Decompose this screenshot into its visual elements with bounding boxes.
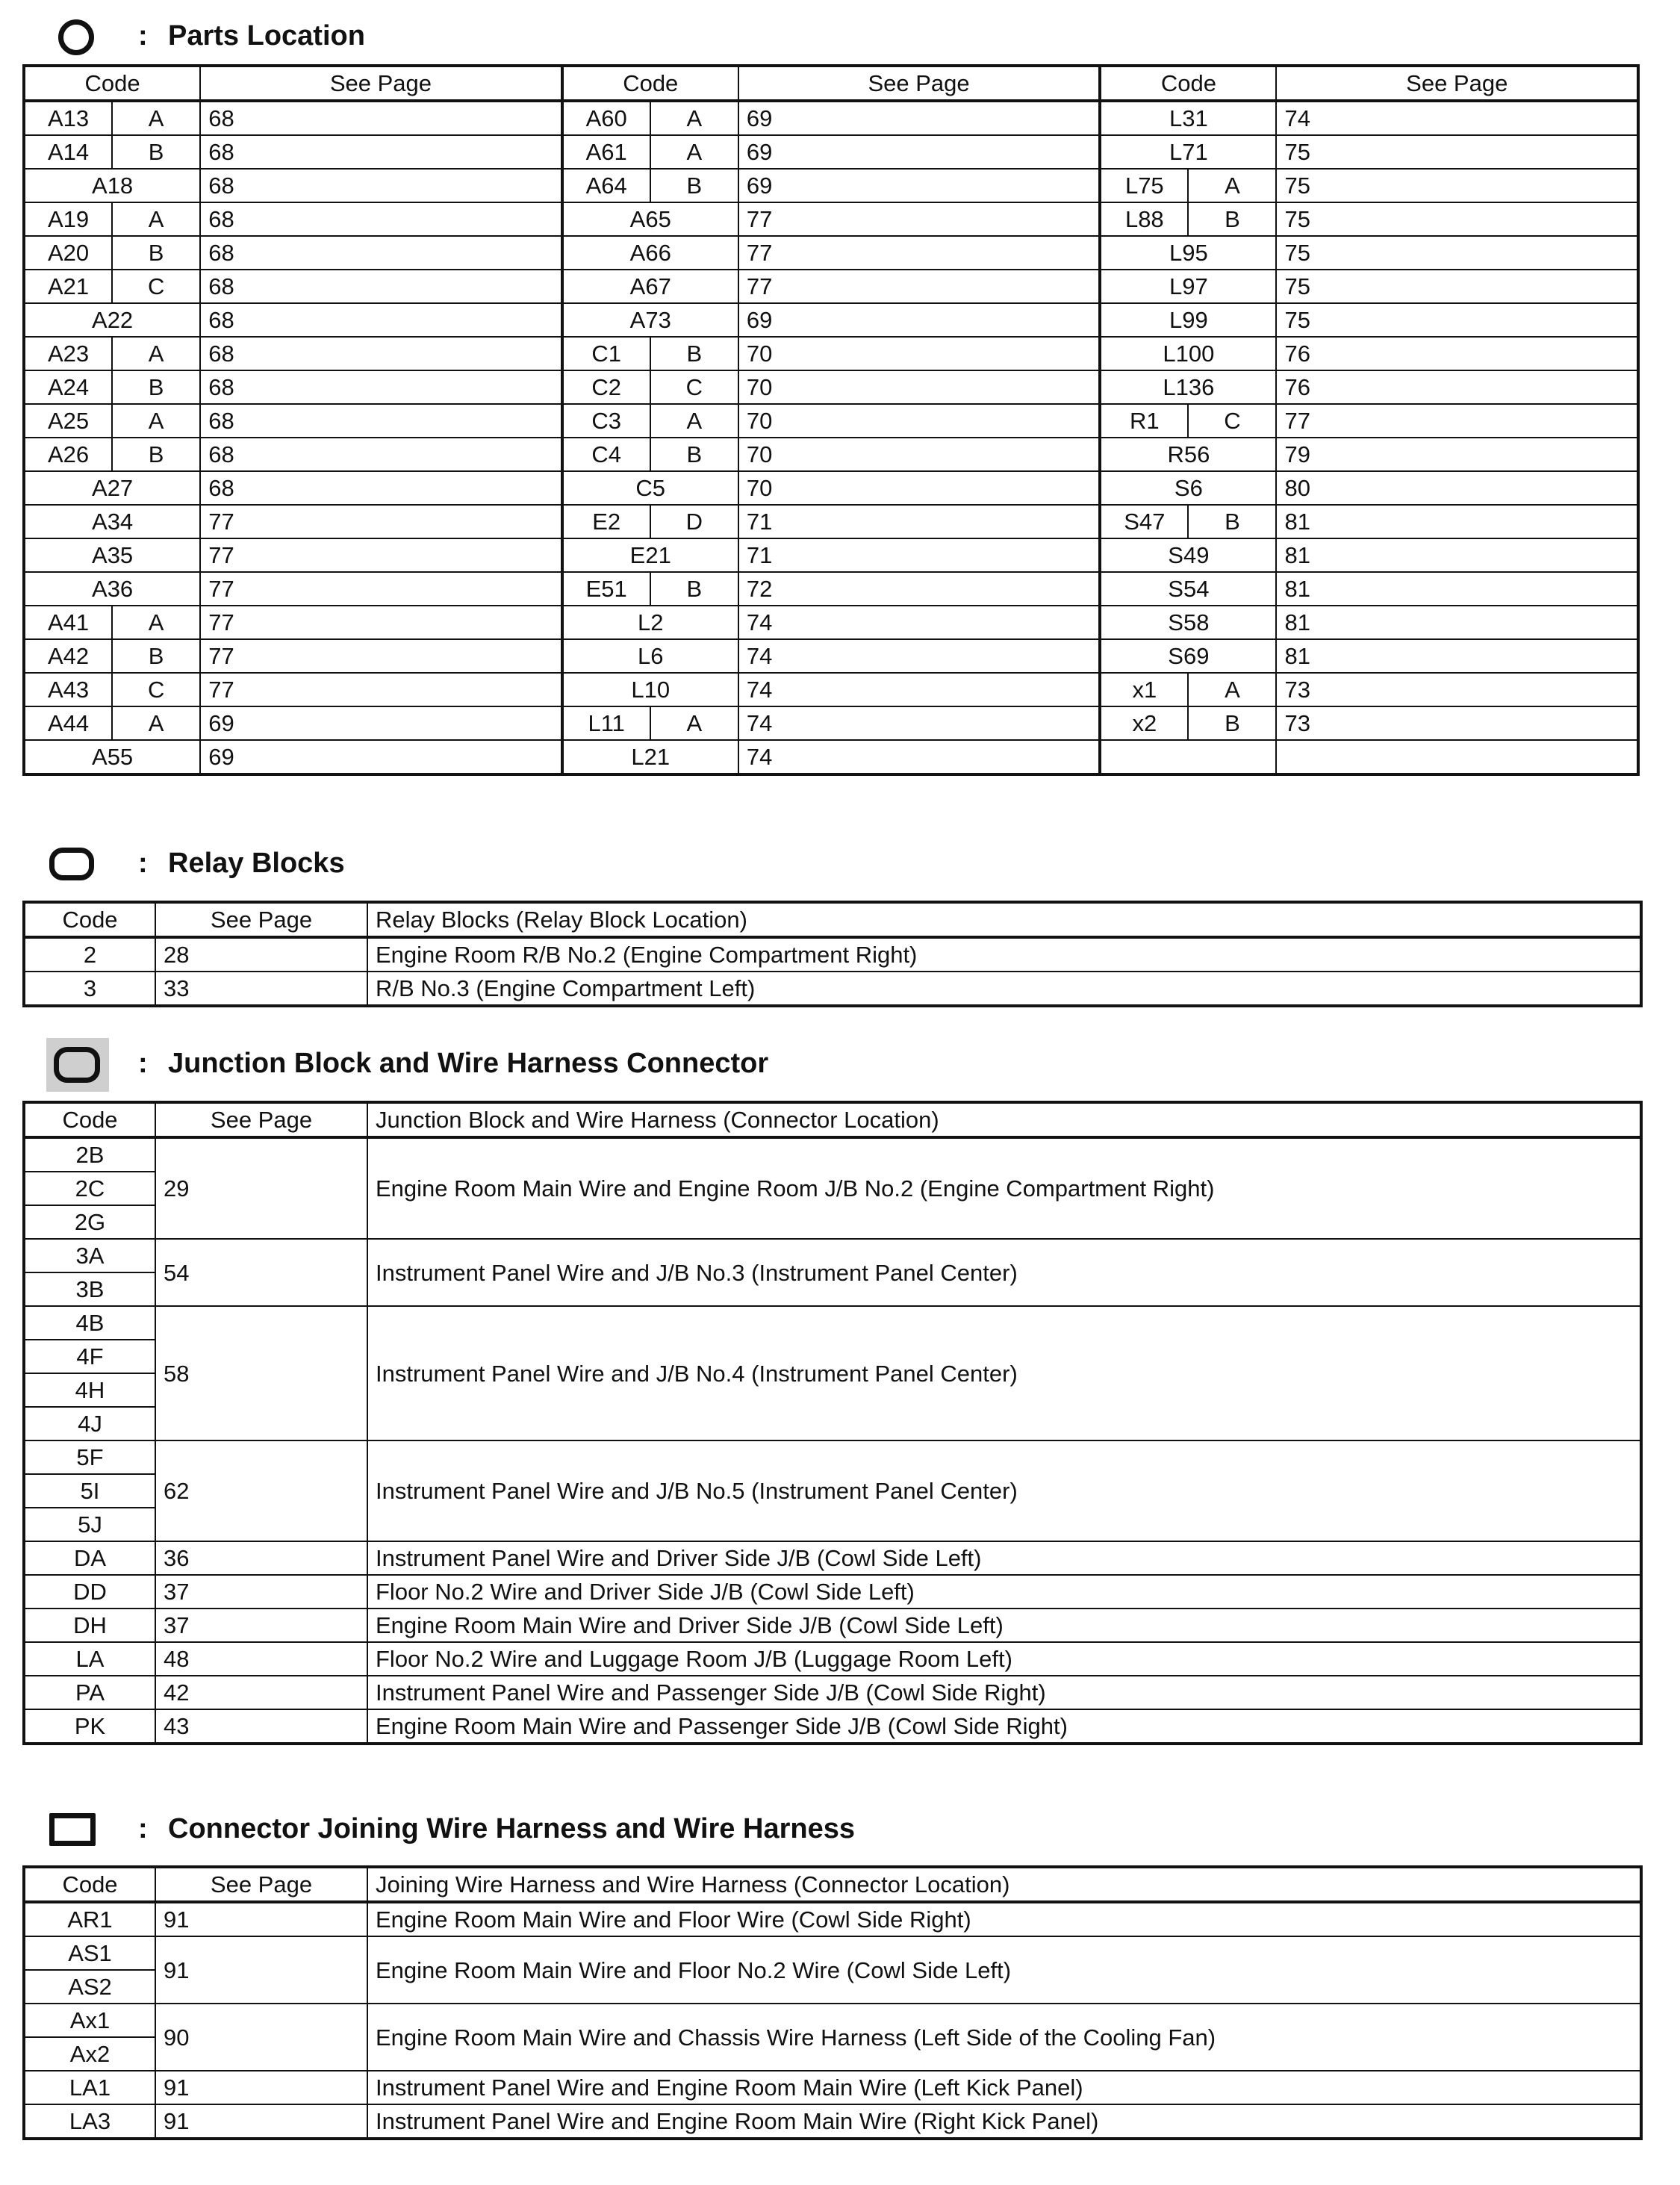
part-code: A60 [562,101,650,135]
part-code: A34 [24,505,200,538]
connector-code: 3B [24,1272,155,1306]
location-description: Engine Room Main Wire and Floor Wire (Cowl Side Right) [367,1902,1641,1936]
column-header-see-page: See Page [738,66,1100,101]
column-header-location: Junction Block and Wire Harness (Connector Location) [367,1102,1641,1137]
part-code: L100 [1100,337,1276,370]
see-page-value: 68 [200,169,561,202]
part-code: A24 [24,370,112,404]
column-header-see-page: See Page [155,902,367,937]
see-page-value: 28 [155,937,367,972]
connector-code: LA3 [24,2104,155,2139]
part-code: x2 [1100,706,1188,740]
part-code [1100,740,1276,774]
see-page-value: 54 [155,1239,367,1306]
see-page-value: 77 [200,538,561,572]
see-page-value: 81 [1276,572,1638,606]
table-row [24,2104,1641,2139]
part-code: L95 [1100,236,1276,270]
part-code: A41 [24,606,112,639]
see-page-value: 37 [155,1609,367,1642]
location-description: Engine Room Main Wire and Driver Side J/B (Cowl Side Left) [367,1609,1641,1642]
part-code: L99 [1100,303,1276,337]
table-row [24,1936,1641,1970]
connector-code: 2G [24,1205,155,1239]
see-page-value: 74 [738,673,1100,706]
location-description: Instrument Panel Wire and J/B No.3 (Instrument Panel Center) [367,1239,1641,1306]
see-page-value: 77 [738,270,1100,303]
part-code: A19 [24,202,112,236]
part-sub-code: B [112,438,200,471]
part-code: L10 [562,673,738,706]
see-page-value: 68 [200,404,561,438]
table-row [24,169,1638,202]
location-description: Engine Room Main Wire and Chassis Wire Harness (Left Side of the Cooling Fan) [367,2004,1641,2071]
part-code: A66 [562,236,738,270]
table-row [24,471,1638,505]
column-header-see-page: See Page [200,66,561,101]
part-code: A27 [24,471,200,505]
part-sub-code: C [650,370,738,404]
table-row [24,404,1638,438]
see-page-value: 77 [200,673,561,706]
part-code: S49 [1100,538,1276,572]
see-page-value: 71 [738,538,1100,572]
see-page-value: 81 [1276,606,1638,639]
see-page-value: 68 [200,270,561,303]
part-code: L2 [562,606,738,639]
column-header-code: Code [24,902,155,937]
section-title-joining-connectors: Connector Joining Wire Harness and Wire Harness [168,1813,855,1844]
location-description: Instrument Panel Wire and Driver Side J/B (Cowl Side Left) [367,1541,1641,1575]
part-code: L88 [1100,202,1188,236]
column-header-see-page: See Page [155,1867,367,1902]
part-code: L11 [562,706,650,740]
see-page-value: 69 [738,303,1100,337]
part-code: A23 [24,337,112,370]
part-code: C5 [562,471,738,505]
table-row [24,572,1638,606]
column-header-code: Code [24,1102,155,1137]
see-page-value: 74 [738,606,1100,639]
see-page-value: 81 [1276,505,1638,538]
see-page-value: 91 [155,2071,367,2104]
see-page-value: 71 [738,505,1100,538]
see-page-value: 70 [738,370,1100,404]
column-header-code: Code [24,66,200,101]
part-code: A26 [24,438,112,471]
see-page-value: 69 [200,706,561,740]
part-code: S6 [1100,471,1276,505]
table-row [24,135,1638,169]
part-code: A13 [24,101,112,135]
junction-blocks-table [22,1101,1643,1745]
joining-connectors-table [22,1865,1643,2140]
location-description: Engine Room Main Wire and Engine Room J/B No.2 (Engine Compartment Right) [367,1137,1641,1239]
column-header-see-page: See Page [155,1102,367,1137]
table-row [24,1137,1641,1172]
connector-code: PA [24,1676,155,1709]
connector-code: 4F [24,1340,155,1373]
table-row [24,1575,1641,1609]
table-row [24,101,1638,135]
part-code: L75 [1100,169,1188,202]
part-sub-code: B [650,169,738,202]
table-row [24,270,1638,303]
see-page-value: 69 [738,101,1100,135]
part-sub-code: B [650,438,738,471]
part-code: A18 [24,169,200,202]
part-code: A35 [24,538,200,572]
section-colon: : [138,1813,148,1844]
see-page-value: 68 [200,471,561,505]
see-page-value: 77 [200,505,561,538]
see-page-value: 69 [200,740,561,774]
column-header-code: Code [1100,66,1276,101]
see-page-value: 74 [738,706,1100,740]
see-page-value: 68 [200,135,561,169]
part-code: E21 [562,538,738,572]
table-row [24,1541,1641,1575]
table-row [24,370,1638,404]
table-row [24,706,1638,740]
see-page-value: 77 [1276,404,1638,438]
see-page-value: 91 [155,2104,367,2139]
column-header-see-page: See Page [1276,66,1638,101]
part-sub-code: C [112,270,200,303]
part-code: E2 [562,505,650,538]
part-code: A25 [24,404,112,438]
see-page-value: 70 [738,337,1100,370]
see-page-value: 81 [1276,538,1638,572]
part-sub-code: B [112,236,200,270]
part-sub-code: B [650,572,738,606]
part-code: A73 [562,303,738,337]
see-page-value: 77 [738,236,1100,270]
part-code: A36 [24,572,200,606]
part-sub-code: B [112,639,200,673]
see-page-value: 72 [738,572,1100,606]
see-page-value: 80 [1276,471,1638,505]
table-row [24,2004,1641,2037]
part-sub-code: A [112,337,200,370]
see-page-value: 48 [155,1642,367,1676]
table-row [24,1239,1641,1272]
see-page-value: 90 [155,2004,367,2071]
table-row [24,1306,1641,1340]
see-page-value: 77 [200,606,561,639]
part-sub-code: A [1188,169,1276,202]
section-colon: : [138,20,148,52]
connector-code: AS1 [24,1936,155,1970]
table-row [24,337,1638,370]
see-page-value: 68 [200,303,561,337]
connector-code: DD [24,1575,155,1609]
part-code: S69 [1100,639,1276,673]
location-description: Instrument Panel Wire and J/B No.4 (Instrument Panel Center) [367,1306,1641,1440]
table-row [24,740,1638,774]
connector-code: 3A [24,1239,155,1272]
part-sub-code: A [112,404,200,438]
part-code: C4 [562,438,650,471]
location-description: Floor No.2 Wire and Luggage Room J/B (Luggage Room Left) [367,1642,1641,1676]
see-page-value: 68 [200,236,561,270]
connector-code: 2 [24,937,155,972]
column-header-location: Relay Blocks (Relay Block Location) [367,902,1641,937]
part-sub-code: B [1188,706,1276,740]
location-description: Instrument Panel Wire and Passenger Side J/B (Cowl Side Right) [367,1676,1641,1709]
table-row [24,1440,1641,1474]
see-page-value: 43 [155,1709,367,1744]
see-page-value: 58 [155,1306,367,1440]
section-colon: : [138,1048,148,1079]
part-code: A61 [562,135,650,169]
part-sub-code: B [112,135,200,169]
joining-connector-rect-icon [49,1813,96,1846]
part-code: A22 [24,303,200,337]
connector-code: PK [24,1709,155,1744]
connector-code: 5I [24,1474,155,1508]
see-page-value: 81 [1276,639,1638,673]
table-row [24,236,1638,270]
see-page-value: 75 [1276,270,1638,303]
part-sub-code: A [650,101,738,135]
see-page-value: 73 [1276,673,1638,706]
part-sub-code: D [650,505,738,538]
table-row [24,639,1638,673]
part-code: L136 [1100,370,1276,404]
part-code: L6 [562,639,738,673]
part-sub-code: C [1188,404,1276,438]
part-code: A65 [562,202,738,236]
parts-location-table [22,64,1640,776]
location-description: Instrument Panel Wire and J/B No.5 (Instrument Panel Center) [367,1440,1641,1541]
connector-code: 2C [24,1172,155,1205]
part-code: R1 [1100,404,1188,438]
junction-block-rounded-icon [54,1047,100,1083]
part-sub-code: A [112,202,200,236]
connector-code: LA1 [24,2071,155,2104]
see-page-value: 77 [200,572,561,606]
part-code: A20 [24,236,112,270]
see-page-value: 68 [200,370,561,404]
see-page-value: 76 [1276,370,1638,404]
see-page-value: 33 [155,972,367,1006]
see-page-value: 75 [1276,169,1638,202]
table-row [24,1676,1641,1709]
column-header-location: Joining Wire Harness and Wire Harness (Connector Location) [367,1867,1641,1902]
part-code: C1 [562,337,650,370]
table-row [24,438,1638,471]
part-code: A55 [24,740,200,774]
part-code: A42 [24,639,112,673]
part-sub-code: A [112,101,200,135]
see-page-value: 29 [155,1137,367,1239]
location-description: Engine Room Main Wire and Passenger Side J/B (Cowl Side Right) [367,1709,1641,1744]
part-code: E51 [562,572,650,606]
location-description: Instrument Panel Wire and Engine Room Main Wire (Right Kick Panel) [367,2104,1641,2139]
part-sub-code: A [650,706,738,740]
see-page-value: 68 [200,202,561,236]
see-page-value: 70 [738,438,1100,471]
table-row [24,1709,1641,1744]
see-page-value: 70 [738,471,1100,505]
part-sub-code: C [112,673,200,706]
part-sub-code: B [1188,202,1276,236]
see-page-value: 68 [200,101,561,135]
see-page-value: 69 [738,135,1100,169]
location-description: R/B No.3 (Engine Compartment Left) [367,972,1641,1006]
see-page-value: 70 [738,404,1100,438]
part-code: L71 [1100,135,1276,169]
part-code: S54 [1100,572,1276,606]
connector-code: Ax2 [24,2037,155,2071]
part-sub-code: A [112,606,200,639]
see-page-value: 77 [200,639,561,673]
see-page-value: 36 [155,1541,367,1575]
part-sub-code: B [650,337,738,370]
table-row [24,972,1641,1006]
table-row [24,1609,1641,1642]
relay-block-rounded-icon [49,848,94,880]
part-code: A64 [562,169,650,202]
see-page-value: 37 [155,1575,367,1609]
part-code: A14 [24,135,112,169]
part-code: S47 [1100,505,1188,538]
part-code: A67 [562,270,738,303]
see-page-value [1276,740,1638,774]
section-title-relay-blocks: Relay Blocks [168,848,345,879]
see-page-value: 62 [155,1440,367,1541]
section-title-parts-location: Parts Location [168,20,365,52]
table-row [24,1902,1641,1936]
part-sub-code: A [112,706,200,740]
part-sub-code: A [650,404,738,438]
column-header-code: Code [24,1867,155,1902]
see-page-value: 73 [1276,706,1638,740]
table-row [24,303,1638,337]
part-code: A43 [24,673,112,706]
part-code: x1 [1100,673,1188,706]
location-description: Instrument Panel Wire and Engine Room Main Wire (Left Kick Panel) [367,2071,1641,2104]
part-sub-code: A [650,135,738,169]
connector-code: AS2 [24,1970,155,2004]
connector-code: DA [24,1541,155,1575]
table-row [24,2071,1641,2104]
connector-code: Ax1 [24,2004,155,2037]
section-colon: : [138,848,148,879]
part-code: R56 [1100,438,1276,471]
connector-code: 3 [24,972,155,1006]
part-code: L31 [1100,101,1276,135]
connector-code: AR1 [24,1902,155,1936]
part-code: S58 [1100,606,1276,639]
table-row [24,538,1638,572]
part-code: A44 [24,706,112,740]
section-title-junction-blocks: Junction Block and Wire Harness Connector [168,1048,769,1079]
see-page-value: 91 [155,1902,367,1936]
connector-code: 4B [24,1306,155,1340]
connector-code: DH [24,1609,155,1642]
see-page-value: 68 [200,438,561,471]
part-sub-code: A [1188,673,1276,706]
see-page-value: 77 [738,202,1100,236]
part-sub-code: B [1188,505,1276,538]
table-row [24,1642,1641,1676]
see-page-value: 79 [1276,438,1638,471]
parts-location-circle-icon [58,19,94,55]
see-page-value: 74 [738,639,1100,673]
connector-code: 4H [24,1373,155,1407]
connector-code: 2B [24,1137,155,1172]
see-page-value: 75 [1276,303,1638,337]
connector-code: 5J [24,1508,155,1541]
see-page-value: 42 [155,1676,367,1709]
table-row [24,606,1638,639]
location-description: Floor No.2 Wire and Driver Side J/B (Cowl Side Left) [367,1575,1641,1609]
see-page-value: 75 [1276,236,1638,270]
see-page-value: 74 [1276,101,1638,135]
connector-code: 5F [24,1440,155,1474]
see-page-value: 75 [1276,202,1638,236]
table-row [24,505,1638,538]
see-page-value: 69 [738,169,1100,202]
see-page-value: 76 [1276,337,1638,370]
part-code: C3 [562,404,650,438]
connector-code: 4J [24,1407,155,1440]
table-row [24,202,1638,236]
table-row [24,937,1641,972]
connector-code: LA [24,1642,155,1676]
see-page-value: 74 [738,740,1100,774]
column-header-code: Code [562,66,738,101]
location-description: Engine Room Main Wire and Floor No.2 Wire (Cowl Side Left) [367,1936,1641,2004]
part-sub-code: B [112,370,200,404]
relay-blocks-table [22,901,1643,1007]
part-code: A21 [24,270,112,303]
location-description: Engine Room R/B No.2 (Engine Compartment Right) [367,937,1641,972]
table-row [24,673,1638,706]
see-page-value: 75 [1276,135,1638,169]
see-page-value: 68 [200,337,561,370]
part-code: C2 [562,370,650,404]
part-code: L21 [562,740,738,774]
part-code: L97 [1100,270,1276,303]
see-page-value: 91 [155,1936,367,2004]
